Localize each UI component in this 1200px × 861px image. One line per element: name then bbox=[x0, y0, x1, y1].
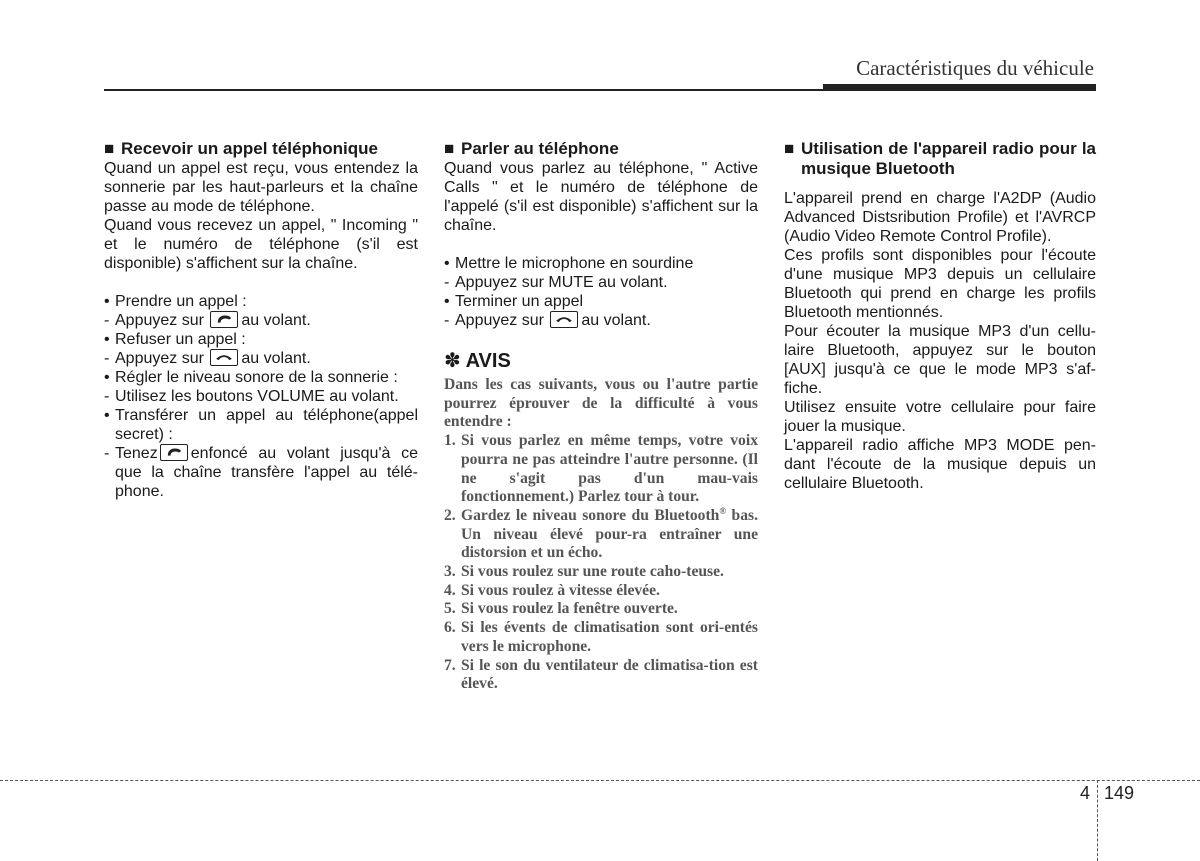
list-item: • Prendre un appel : bbox=[104, 293, 247, 310]
notice-item: 7. Si le son du ventilateur de climatisa-tion est élevé. bbox=[444, 656, 758, 693]
header-rule-accent bbox=[823, 84, 1096, 91]
notice-heading: ✽ AVIS bbox=[444, 350, 511, 372]
list-item: • Refuser un appel : bbox=[104, 331, 246, 348]
square-bullet-icon: ■ bbox=[784, 139, 795, 158]
phone-answer-icon bbox=[160, 444, 188, 461]
instruction-list bbox=[444, 254, 758, 330]
list-item: • Terminer un appel bbox=[444, 293, 584, 310]
paragraph: Quand vous parlez au téléphone, " Active Calls " et le numéro de téléphone de l'appelé (s'il est disponible) s'affichent sur la chaîne. bbox=[444, 160, 758, 234]
list-item: - Appuyez sur au volant. bbox=[104, 312, 311, 329]
footer-divider bbox=[1097, 780, 1098, 861]
paragraph: Quand un appel est reçu, vous entendez la sonnerie par les haut-parleurs et la chaîne passe au mode de téléphone. bbox=[104, 160, 418, 215]
square-bullet-icon: ■ bbox=[444, 139, 455, 158]
paragraph: L'appareil radio affiche MP3 MODE pen-dant l'écoute de la musique depuis un cellulaire Bluetooth. bbox=[784, 437, 1096, 492]
page-number: 149 bbox=[1104, 783, 1135, 803]
notice-item: 6. Si les évents de climatisation sont ori-entés vers le microphone. bbox=[444, 619, 758, 655]
column-1 bbox=[104, 139, 418, 501]
asterisk-icon: ✽ bbox=[444, 350, 461, 372]
list-item: - Appuyez sur MUTE au volant. bbox=[444, 274, 668, 291]
instruction-list bbox=[104, 292, 418, 501]
notice-item: 1. Si vous parlez en même temps, votre voix pourra ne pas atteindre l'autre personne. (Il ne s'agit pas d'un mau-vais fonctionnement.) Parlez tour à tour. bbox=[444, 432, 758, 506]
section-heading-receive-call: ■ Recevoir un appel téléphonique bbox=[104, 139, 378, 158]
notice-box bbox=[444, 376, 758, 694]
list-item: • Mettre le microphone en sourdine bbox=[444, 255, 694, 272]
phone-answer-icon bbox=[210, 311, 238, 328]
list-item: - Appuyez sur au volant. bbox=[104, 350, 311, 367]
square-bullet-icon: ■ bbox=[104, 139, 115, 158]
paragraph: Utilisez ensuite votre cellulaire pour faire jouer la musique. bbox=[784, 399, 1096, 435]
notice-item: 5. Si vous roulez la fenêtre ouverte. bbox=[444, 600, 678, 618]
notice-intro: Dans les cas suivants, vous ou l'autre partie pourrez éprouver de la difficulté à vous entendre : bbox=[444, 376, 758, 431]
notice-item: 3. Si vous roulez sur une route caho-teuse. bbox=[444, 563, 724, 581]
list-item: • Transférer un appel au téléphone(appel secret) : bbox=[104, 407, 418, 443]
paragraph: Ces profils sont disponibles pour l'écoute d'une musique MP3 depuis un cellulaire Bluetooth qui prend en charge les profils Bluetooth mentionnés. bbox=[784, 247, 1096, 321]
list-item: - Utilisez les boutons VOLUME au volant. bbox=[104, 388, 399, 405]
list-item: • Régler le niveau sonore de la sonnerie : bbox=[104, 369, 398, 386]
running-header: Caractéristiques du véhicule bbox=[856, 56, 1094, 80]
paragraph: L'appareil prend en charge l'A2DP (Audio Advanced Distsribution Profile) et l'AVRCP (Audio Video Remote Control Profile). bbox=[784, 190, 1096, 245]
list-item: - Appuyez sur au volant. bbox=[444, 312, 651, 329]
paragraph: Quand vous recevez un appel, " Incoming " et le numéro de téléphone (s'il est disponible) s'affichent sur la chaîne. bbox=[104, 217, 418, 272]
column-2 bbox=[444, 139, 758, 694]
notice-item: 2. Gardez le niveau sonore du Bluetooth® bas. Un niveau élevé pour-ra entraîner une distorsion et un écho. bbox=[444, 505, 758, 562]
paragraph: Pour écouter la musique MP3 d'un cellu-laire Bluetooth, appuyez sur le bouton [AUX] jusqu'à ce que le mode MP3 s'af-fiche. bbox=[784, 323, 1096, 397]
footer-rule bbox=[0, 780, 1200, 781]
phone-hangup-icon bbox=[550, 311, 578, 328]
list-item: - Tenez enfoncé au volant jusqu'à ce que la chaîne transfère l'appel au télé-phone. bbox=[104, 445, 418, 500]
notice-item: 4. Si vous roulez à vitesse élevée. bbox=[444, 581, 660, 599]
section-heading-talk-phone: ■ Parler au téléphone bbox=[444, 139, 619, 158]
phone-hangup-icon bbox=[210, 349, 238, 366]
column-3 bbox=[784, 139, 1096, 493]
chapter-number: 4 bbox=[1080, 783, 1091, 803]
section-heading-bluetooth-music: ■ Utilisation de l'appareil radio pour la musique Bluetooth bbox=[784, 139, 1096, 178]
